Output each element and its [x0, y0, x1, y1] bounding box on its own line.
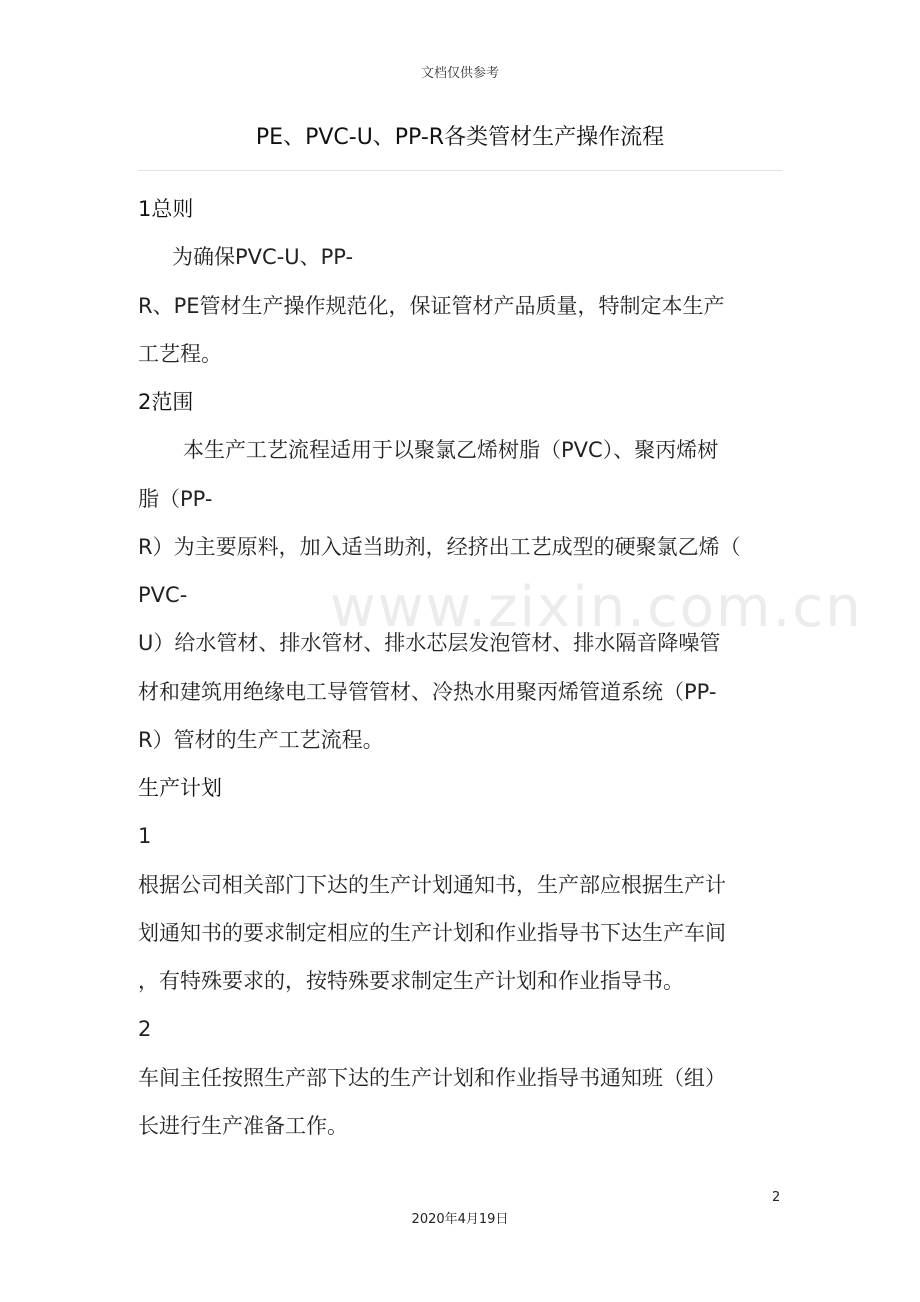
paragraph-line: 根据公司相关部门下达的生产计划通知书，生产部应根据生产计 — [138, 873, 726, 897]
item-number: 2 — [138, 1017, 152, 1041]
paragraph-line: 长进行生产准备工作。 — [138, 1114, 348, 1138]
section-heading-scope: 2范围 — [138, 390, 194, 414]
title-divider — [138, 170, 783, 171]
paragraph-line: ，有特殊要求的，按特殊要求制定生产计划和作业指导书。 — [138, 969, 684, 993]
paragraph-line: R）为主要原料，加入适当助剂，经挤出工艺成型的硬聚氯乙烯（ — [138, 535, 741, 559]
paragraph-line: 本生产工艺流程适用于以聚氯乙烯树脂（PVC）、聚丙烯树 — [183, 438, 719, 462]
footer-date: 2020年4月19日 — [411, 1212, 509, 1227]
paragraph-line: R、PE管材生产操作规范化，保证管材产品质量，特制定本生产 — [138, 294, 725, 318]
paragraph-line: 划通知书的要求制定相应的生产计划和作业指导书下达生产车间 — [138, 921, 726, 945]
paragraph-line: U）给水管材、排水管材、排水芯层发泡管材、排水隔音降噪管 — [138, 631, 721, 655]
section-heading-production-plan: 生产计划 — [138, 776, 222, 800]
paragraph-line: 为确保PVC-U、PP- — [172, 245, 354, 269]
document-title: PE、PVC-U、PP-R各类管材生产操作流程 — [255, 125, 665, 150]
paragraph-line: PVC- — [138, 583, 188, 607]
paragraph-line: R）管材的生产工艺流程。 — [138, 728, 384, 752]
paragraph-line: 脂（PP- — [138, 487, 213, 511]
section-heading-general: 1总则 — [138, 197, 194, 221]
watermark: www.zixin.com.cn — [330, 575, 863, 640]
paragraph-line: 车间主任按照生产部下达的生产计划和作业指导书通知班（组） — [138, 1066, 726, 1090]
item-number: 1 — [138, 824, 152, 848]
header-note: 文档仅供参考 — [420, 66, 499, 81]
paragraph-line: 工艺程。 — [138, 342, 222, 366]
paragraph-line: 材和建筑用绝缘电工导管管材、冷热水用聚丙烯管道系统（PP- — [138, 680, 717, 704]
page-number: 2 — [772, 1190, 781, 1205]
